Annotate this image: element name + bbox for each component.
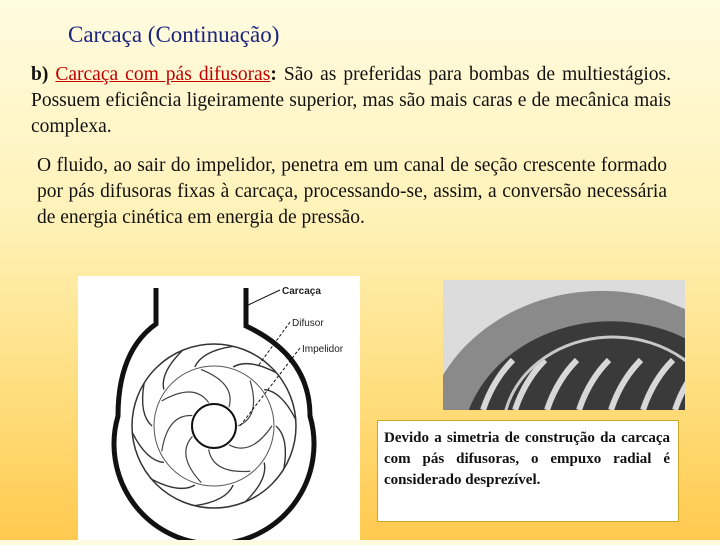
diffuser-diagram — [78, 276, 360, 540]
diffuser-vane — [195, 485, 233, 506]
label-impelidor: Impelidor — [302, 344, 344, 355]
diffuser-vane — [132, 432, 164, 462]
diffuser-vane — [195, 346, 233, 367]
term-colon: : — [270, 64, 277, 85]
diffuser-diagram-svg — [78, 276, 360, 540]
diffuser-vane — [163, 350, 182, 389]
paragraph-casing-diffuser — [31, 62, 671, 140]
paragraph-body: São as preferidas para bombas de multiestágios. Possuem eficiência ligeiramente superior, mas são mais caras e de mecânica mais complexa. — [31, 64, 671, 137]
term-highlight: Carcaça com pás difusoras — [55, 64, 271, 85]
diffuser-vane — [143, 383, 152, 426]
label-difusor: Difusor — [292, 318, 324, 329]
label-carcaca: Carcaça — [282, 286, 321, 297]
leader-carcaca — [246, 290, 280, 306]
casing-photo — [443, 280, 685, 410]
casing-photo-svg — [443, 280, 685, 410]
impeller-blade — [201, 369, 230, 407]
diffuser-vane — [264, 390, 296, 420]
impeller-blade — [209, 449, 251, 471]
impeller-eye — [192, 404, 236, 448]
impeller-blade — [238, 381, 254, 426]
impeller-blade — [162, 392, 209, 403]
paragraph-fluid-flow: O fluido, ao sair do impelidor, penetra em um canal de seção crescente formado por pás difusoras fixas à carcaça, processando-se, assim, a conversão necessária de energia cinética em energia de pressão. — [37, 155, 667, 228]
leader-difusor — [258, 322, 290, 366]
item-marker: b) — [31, 64, 56, 85]
impeller-blade — [162, 416, 193, 452]
slide-title: Carcaça (Continuação) — [68, 22, 280, 47]
diffuser-vane — [245, 462, 264, 501]
callout-box: Devido a simetria de construção da carcaça com pás difusoras, o empuxo radial é considerado desprezível. — [377, 420, 679, 522]
diffuser-vane — [276, 426, 285, 469]
